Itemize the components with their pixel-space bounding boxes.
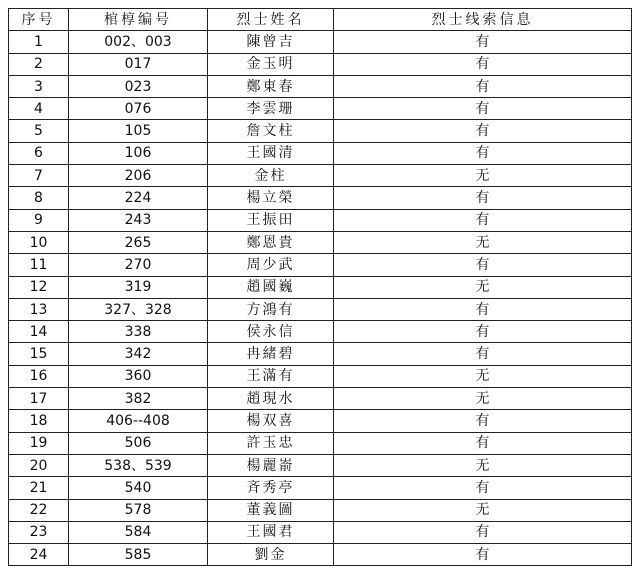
table-row (9, 544, 632, 566)
cell-clue-info: 无 (334, 276, 632, 298)
cell-clue-info: 有 (334, 343, 632, 365)
cell-index: 24 (9, 544, 69, 566)
cell-index: 6 (9, 142, 69, 164)
cell-clue-info: 有 (334, 120, 632, 142)
cell-index: 11 (9, 254, 69, 276)
table-row (9, 521, 632, 543)
cell-index: 18 (9, 410, 69, 432)
cell-coffin-number: 342 (69, 343, 208, 365)
cell-martyr-name: 董義圖 (208, 499, 334, 521)
cell-coffin-number: 265 (69, 231, 208, 253)
cell-clue-info: 有 (334, 142, 632, 164)
cell-index: 23 (9, 521, 69, 543)
cell-martyr-name: 侯永信 (208, 321, 334, 343)
cell-index: 14 (9, 321, 69, 343)
table-row (9, 142, 632, 164)
cell-martyr-name: 金玉明 (208, 53, 334, 75)
cell-index: 9 (9, 209, 69, 231)
cell-clue-info: 有 (334, 521, 632, 543)
cell-clue-info: 有 (334, 544, 632, 566)
table-row (9, 298, 632, 320)
cell-index: 7 (9, 165, 69, 187)
cell-martyr-name: 詹文柱 (208, 120, 334, 142)
cell-index: 5 (9, 120, 69, 142)
cell-clue-info: 有 (334, 477, 632, 499)
cell-index: 10 (9, 231, 69, 253)
cell-coffin-number: 538、539 (69, 454, 208, 476)
cell-coffin-number: 017 (69, 53, 208, 75)
cell-clue-info: 有 (334, 209, 632, 231)
cell-martyr-name: 鄭東春 (208, 75, 334, 97)
header-index: 序号 (9, 9, 69, 31)
cell-coffin-number: 206 (69, 165, 208, 187)
cell-martyr-name: 王振田 (208, 209, 334, 231)
cell-martyr-name: 劉金 (208, 544, 334, 566)
table-row (9, 499, 632, 521)
cell-coffin-number: 076 (69, 98, 208, 120)
cell-clue-info: 无 (334, 365, 632, 387)
cell-coffin-number: 584 (69, 521, 208, 543)
table-row (9, 31, 632, 53)
table-row (9, 209, 632, 231)
table-row (9, 276, 632, 298)
cell-clue-info: 有 (334, 410, 632, 432)
cell-martyr-name: 陳曾吉 (208, 31, 334, 53)
table-header-row (9, 9, 632, 31)
cell-clue-info: 有 (334, 75, 632, 97)
cell-martyr-name: 冉緒碧 (208, 343, 334, 365)
cell-martyr-name: 方鴻有 (208, 298, 334, 320)
cell-index: 19 (9, 432, 69, 454)
cell-coffin-number: 270 (69, 254, 208, 276)
cell-martyr-name: 鄭恩貴 (208, 231, 334, 253)
cell-coffin-number: 319 (69, 276, 208, 298)
martyr-table-container (8, 8, 632, 566)
cell-martyr-name: 楊立榮 (208, 187, 334, 209)
table-row (9, 432, 632, 454)
header-clue-info: 烈士线索信息 (334, 9, 632, 31)
cell-coffin-number: 382 (69, 388, 208, 410)
cell-martyr-name: 周少武 (208, 254, 334, 276)
cell-martyr-name: 許玉忠 (208, 432, 334, 454)
table-row (9, 477, 632, 499)
cell-martyr-name: 王國君 (208, 521, 334, 543)
table-body (9, 31, 632, 566)
table-row (9, 120, 632, 142)
cell-coffin-number: 023 (69, 75, 208, 97)
cell-coffin-number: 106 (69, 142, 208, 164)
cell-clue-info: 无 (334, 499, 632, 521)
cell-coffin-number: 406--408 (69, 410, 208, 432)
cell-clue-info: 无 (334, 388, 632, 410)
cell-martyr-name: 楊麗嵛 (208, 454, 334, 476)
cell-index: 17 (9, 388, 69, 410)
cell-clue-info: 无 (334, 231, 632, 253)
cell-martyr-name: 趙國巍 (208, 276, 334, 298)
cell-martyr-name: 金柱 (208, 165, 334, 187)
cell-coffin-number: 327、328 (69, 298, 208, 320)
cell-index: 13 (9, 298, 69, 320)
cell-clue-info: 有 (334, 321, 632, 343)
martyr-table (8, 8, 632, 566)
cell-index: 21 (9, 477, 69, 499)
cell-coffin-number: 585 (69, 544, 208, 566)
cell-martyr-name: 趙現水 (208, 388, 334, 410)
cell-index: 16 (9, 365, 69, 387)
cell-index: 8 (9, 187, 69, 209)
cell-index: 20 (9, 454, 69, 476)
table-row (9, 343, 632, 365)
cell-coffin-number: 002、003 (69, 31, 208, 53)
cell-index: 22 (9, 499, 69, 521)
table-row (9, 254, 632, 276)
cell-clue-info: 有 (334, 298, 632, 320)
table-row (9, 75, 632, 97)
cell-coffin-number: 540 (69, 477, 208, 499)
cell-martyr-name: 王滿有 (208, 365, 334, 387)
cell-index: 3 (9, 75, 69, 97)
cell-coffin-number: 105 (69, 120, 208, 142)
cell-clue-info: 有 (334, 187, 632, 209)
header-coffin-number: 棺椁编号 (69, 9, 208, 31)
cell-martyr-name: 李雲珊 (208, 98, 334, 120)
cell-martyr-name: 王國清 (208, 142, 334, 164)
table-row (9, 410, 632, 432)
cell-clue-info: 有 (334, 254, 632, 276)
cell-clue-info: 无 (334, 165, 632, 187)
cell-index: 15 (9, 343, 69, 365)
cell-clue-info: 有 (334, 432, 632, 454)
cell-clue-info: 有 (334, 53, 632, 75)
cell-martyr-name: 楊双喜 (208, 410, 334, 432)
cell-index: 12 (9, 276, 69, 298)
table-row (9, 98, 632, 120)
cell-index: 1 (9, 31, 69, 53)
cell-coffin-number: 506 (69, 432, 208, 454)
header-martyr-name: 烈士姓名 (208, 9, 334, 31)
cell-martyr-name: 斉秀亭 (208, 477, 334, 499)
cell-index: 2 (9, 53, 69, 75)
cell-coffin-number: 243 (69, 209, 208, 231)
table-row (9, 321, 632, 343)
cell-clue-info: 无 (334, 454, 632, 476)
table-row (9, 454, 632, 476)
table-row (9, 165, 632, 187)
table-row (9, 231, 632, 253)
cell-index: 4 (9, 98, 69, 120)
cell-coffin-number: 360 (69, 365, 208, 387)
cell-coffin-number: 224 (69, 187, 208, 209)
table-row (9, 53, 632, 75)
table-row (9, 388, 632, 410)
cell-clue-info: 有 (334, 31, 632, 53)
table-row (9, 187, 632, 209)
cell-coffin-number: 578 (69, 499, 208, 521)
table-row (9, 365, 632, 387)
cell-clue-info: 有 (334, 98, 632, 120)
cell-coffin-number: 338 (69, 321, 208, 343)
